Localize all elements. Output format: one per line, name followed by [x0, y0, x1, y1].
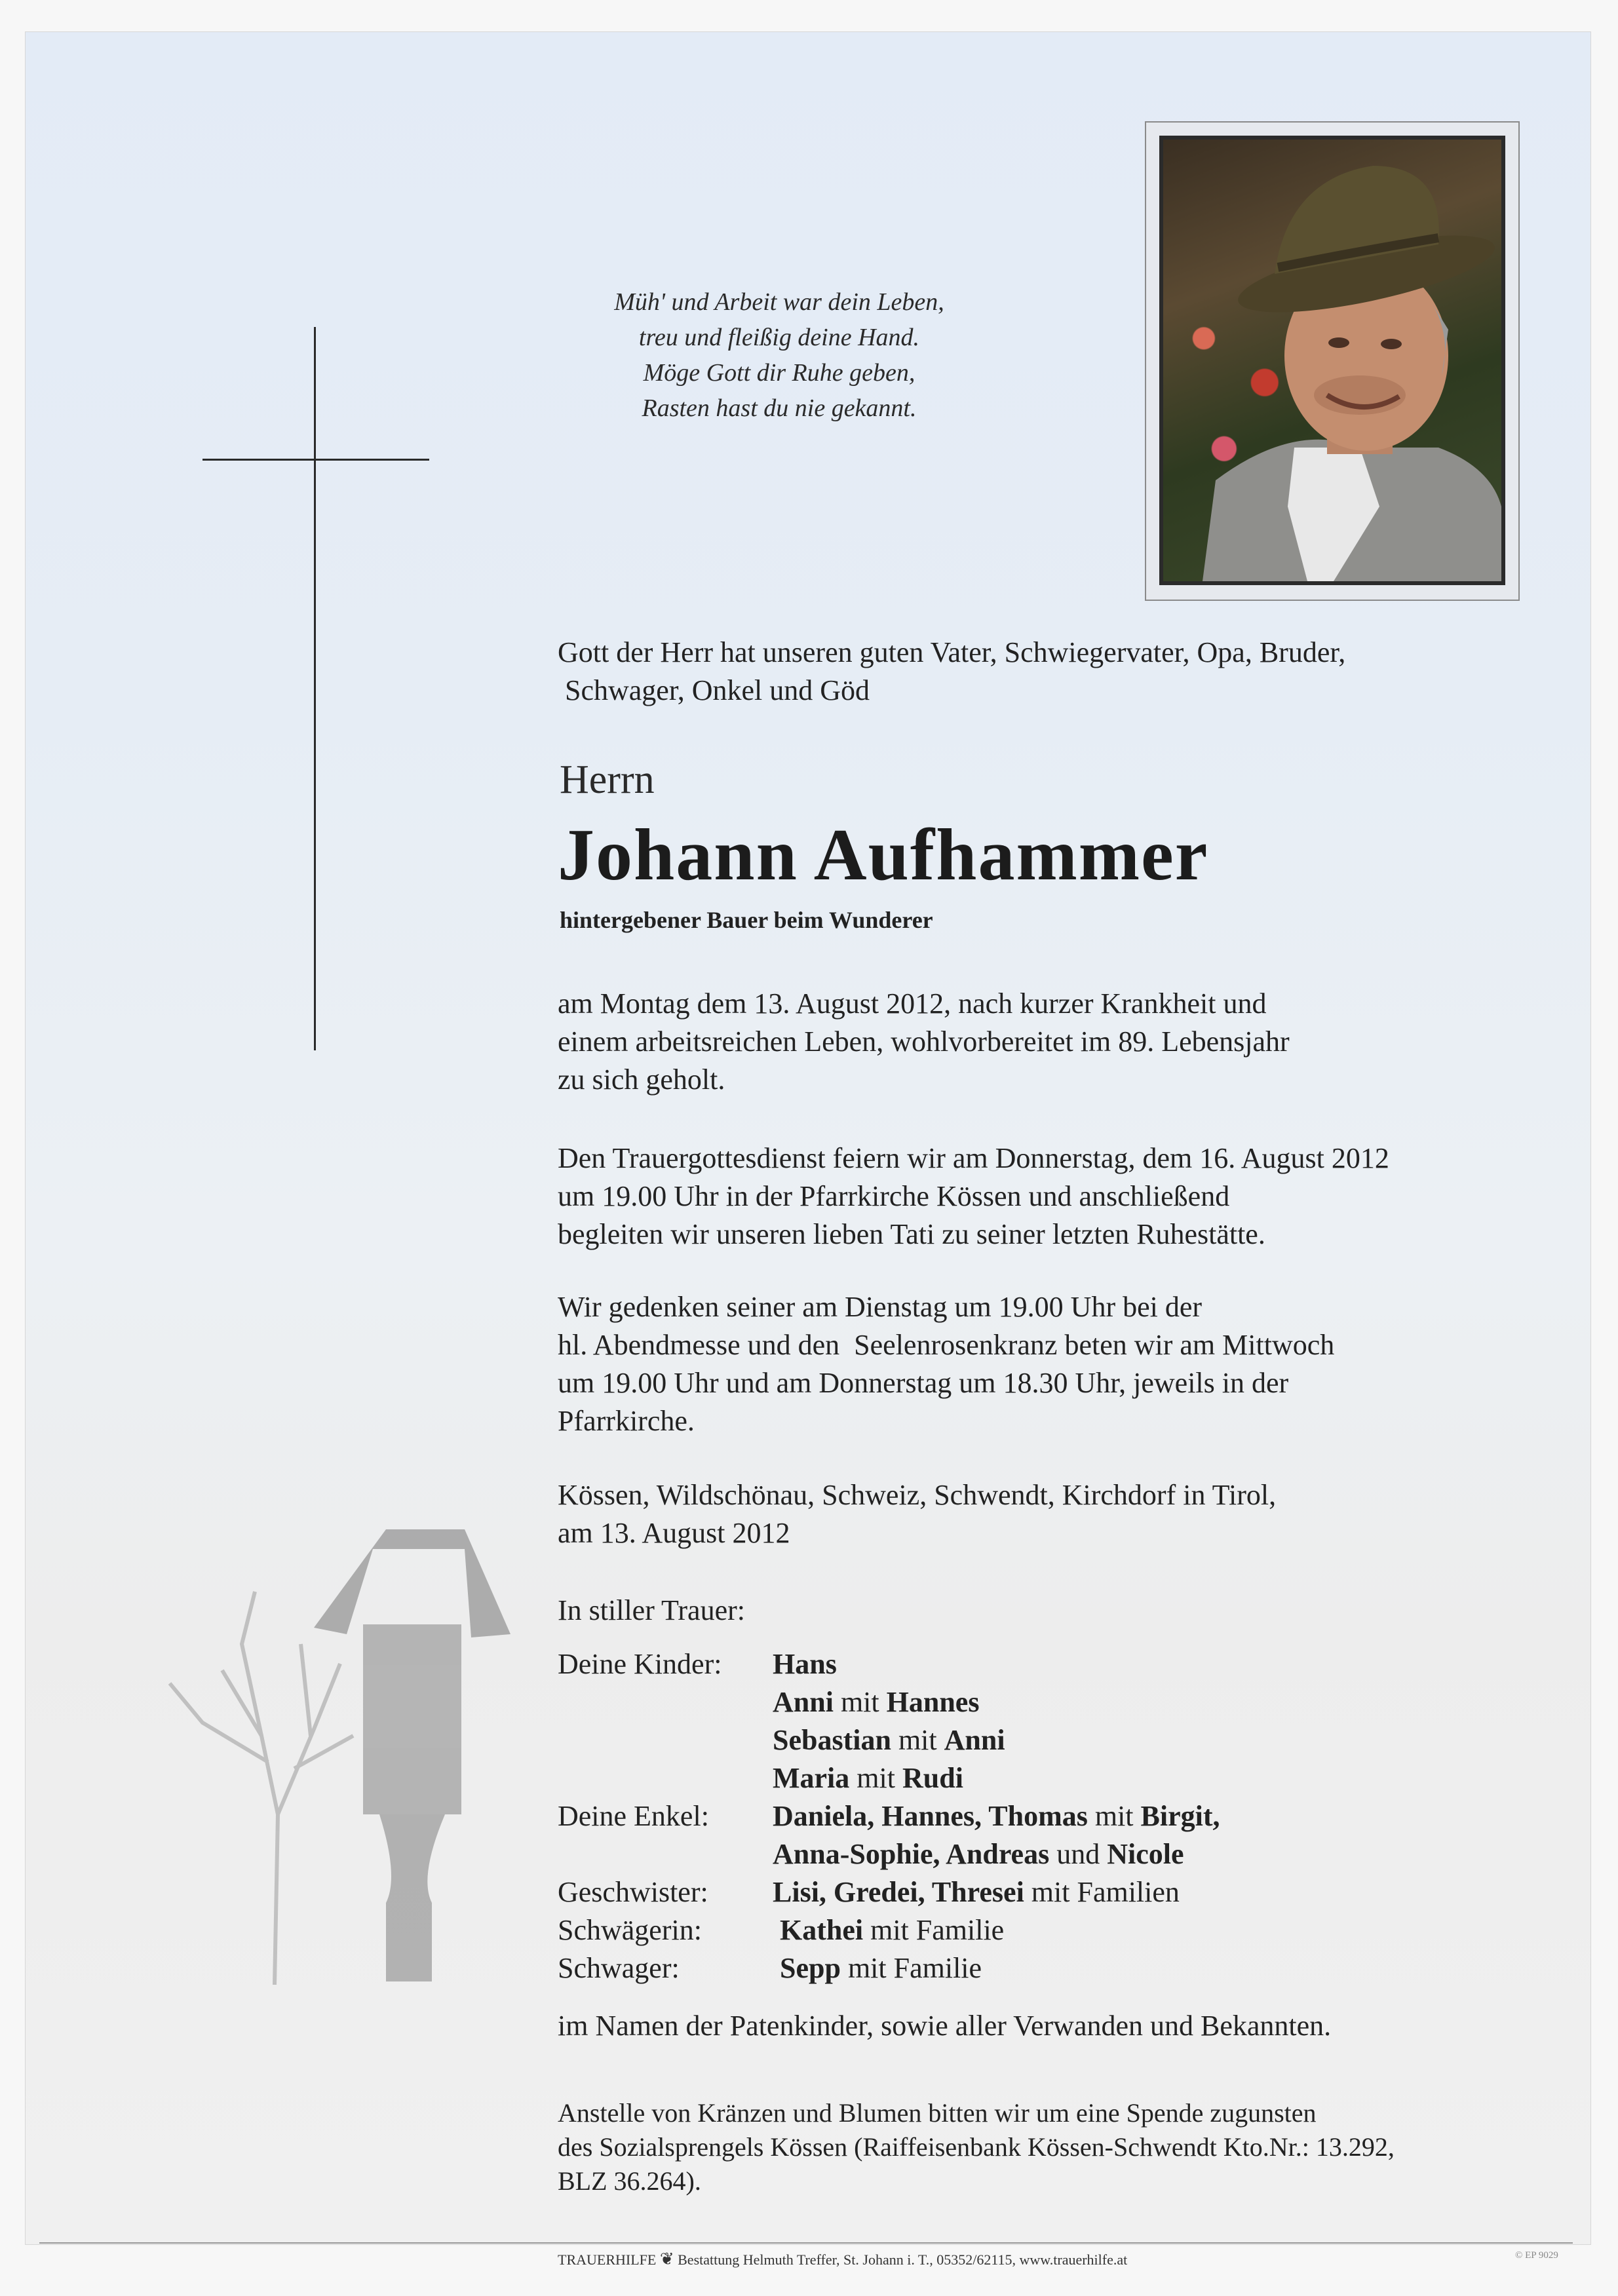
mourning-heading: In stiller Trauer:: [558, 1594, 745, 1626]
survivor-names: Sebastian mit Anni: [773, 1724, 1005, 1756]
survivor-names: Daniela, Hannes, Thomas mit Birgit,: [773, 1800, 1220, 1832]
paragraph-line: Pfarrkirche.: [558, 1405, 695, 1437]
place-date: [558, 1476, 1276, 1552]
survivor-relation: [558, 1721, 773, 1759]
footer-text: Bestattung Helmuth Treffer, St. Johann i. T., 05352/62115, www.trauerhilfe.at: [678, 2251, 1128, 2268]
death-notice-paragraph: [558, 985, 1290, 1099]
survivor-names: Anni mit Hannes: [773, 1686, 980, 1718]
memorial-poem: [537, 284, 1022, 426]
cross-horizontal-bar: [202, 459, 429, 461]
memorial-mass-paragraph: [558, 1288, 1334, 1440]
portrait-illustration: [1163, 140, 1501, 581]
cross-vertical-bar: [314, 327, 316, 1050]
paragraph-line: um 19.00 Uhr und am Donnerstag um 18.30 Uhr, jeweils in der: [558, 1367, 1289, 1399]
survivor-row: [558, 1911, 1220, 1949]
place-line: Kössen, Wildschönau, Schweiz, Schwendt, Kirchdorf in Tirol,: [558, 1479, 1277, 1511]
survivor-row: [558, 1721, 1220, 1759]
paragraph-line: einem arbeitsreichen Leben, wohlvorbereitet im 89. Lebensjahr: [558, 1025, 1290, 1058]
survivor-row: [558, 1873, 1220, 1911]
funeral-home-footer: [558, 2249, 1127, 2269]
survivor-relation: Schwägerin:: [558, 1914, 702, 1946]
donation-request: [558, 2096, 1395, 2198]
paragraph-line: Wir gedenken seiner am Dienstag um 19.00 Uhr bei der: [558, 1291, 1203, 1323]
survivor-names: Kathei mit Familie: [780, 1914, 1005, 1946]
survivor-relation: Geschwister:: [558, 1876, 708, 1908]
print-code: © EP 9029: [1515, 2250, 1558, 2261]
survivor-names: Anna-Sophie, Andreas und Nicole: [773, 1838, 1184, 1870]
footer-brand: TRAUERHILFE: [558, 2251, 657, 2268]
paragraph-line: um 19.00 Uhr in der Pfarrkirche Kössen und anschließend: [558, 1180, 1230, 1212]
wayside-shrine-silhouette: [301, 1510, 510, 1981]
survivor-row: [558, 1797, 1220, 1835]
poem-line: treu und fleißig deine Hand.: [638, 324, 920, 351]
deceased-title: hintergebener Bauer beim Wunderer: [560, 907, 933, 933]
poem-line: Rasten hast du nie gekannt.: [642, 394, 917, 422]
bottom-rule: [39, 2242, 1573, 2244]
survivor-row: [558, 1645, 1220, 1683]
portrait-photo: [1159, 136, 1505, 585]
survivor-relation: [558, 1835, 773, 1873]
intro-line: Schwager, Onkel und Göd: [558, 674, 870, 706]
survivor-relation: [558, 1683, 773, 1721]
intro-text: [558, 634, 1345, 710]
survivor-names: Sepp mit Familie: [780, 1952, 982, 1984]
survivor-row: [558, 1835, 1220, 1873]
survivor-relation: Deine Enkel:: [558, 1800, 709, 1832]
donation-line: Anstelle von Kränzen und Blumen bitten wir um eine Spende zugunsten: [558, 2098, 1317, 2128]
survivor-relation: Deine Kinder:: [558, 1648, 722, 1680]
salutation: Herrn: [560, 757, 655, 802]
survivor-row: [558, 1949, 1220, 1987]
survivor-names: Hans: [773, 1648, 837, 1680]
survivor-relation: [558, 1759, 773, 1797]
survivor-relation: Schwager:: [558, 1952, 680, 1984]
poem-line: Müh' und Arbeit war dein Leben,: [614, 288, 944, 316]
deceased-name: Johann Aufhammer: [558, 814, 1209, 896]
donation-line: BLZ 36.264).: [558, 2166, 701, 2196]
survivor-names: Lisi, Gredei, Thresei mit Familien: [773, 1876, 1180, 1908]
poem-line: Möge Gott dir Ruhe geben,: [643, 359, 915, 387]
intro-line: Gott der Herr hat unseren guten Vater, Schwiegervater, Opa, Bruder,: [558, 636, 1346, 668]
donation-line: des Sozialsprengels Kössen (Raiffeisenbank Kössen-Schwendt Kto.Nr.: 13.292,: [558, 2132, 1395, 2162]
paragraph-line: begleiten wir unseren lieben Tati zu seiner letzten Ruhestätte.: [558, 1218, 1265, 1250]
portrait-frame: [1145, 121, 1520, 601]
paragraph-line: zu sich geholt.: [558, 1063, 725, 1096]
funeral-service-paragraph: [558, 1139, 1389, 1253]
survivor-names: Maria mit Rudi: [773, 1762, 963, 1794]
survivor-row: [558, 1759, 1220, 1797]
paragraph-line: Den Trauergottesdienst feiern wir am Donnerstag, dem 16. August 2012: [558, 1142, 1389, 1174]
date-line: am 13. August 2012: [558, 1517, 790, 1549]
closing-line: im Namen der Patenkinder, sowie aller Verwanden und Bekannten.: [558, 2010, 1332, 2042]
leaf-logo-icon: ❦: [659, 2249, 674, 2268]
paragraph-line: hl. Abendmesse und den Seelenrosenkranz beten wir am Mittwoch: [558, 1329, 1335, 1361]
paragraph-line: am Montag dem 13. August 2012, nach kurzer Krankheit und: [558, 987, 1267, 1020]
survivors-list: [558, 1645, 1220, 1987]
survivor-row: [558, 1683, 1220, 1721]
